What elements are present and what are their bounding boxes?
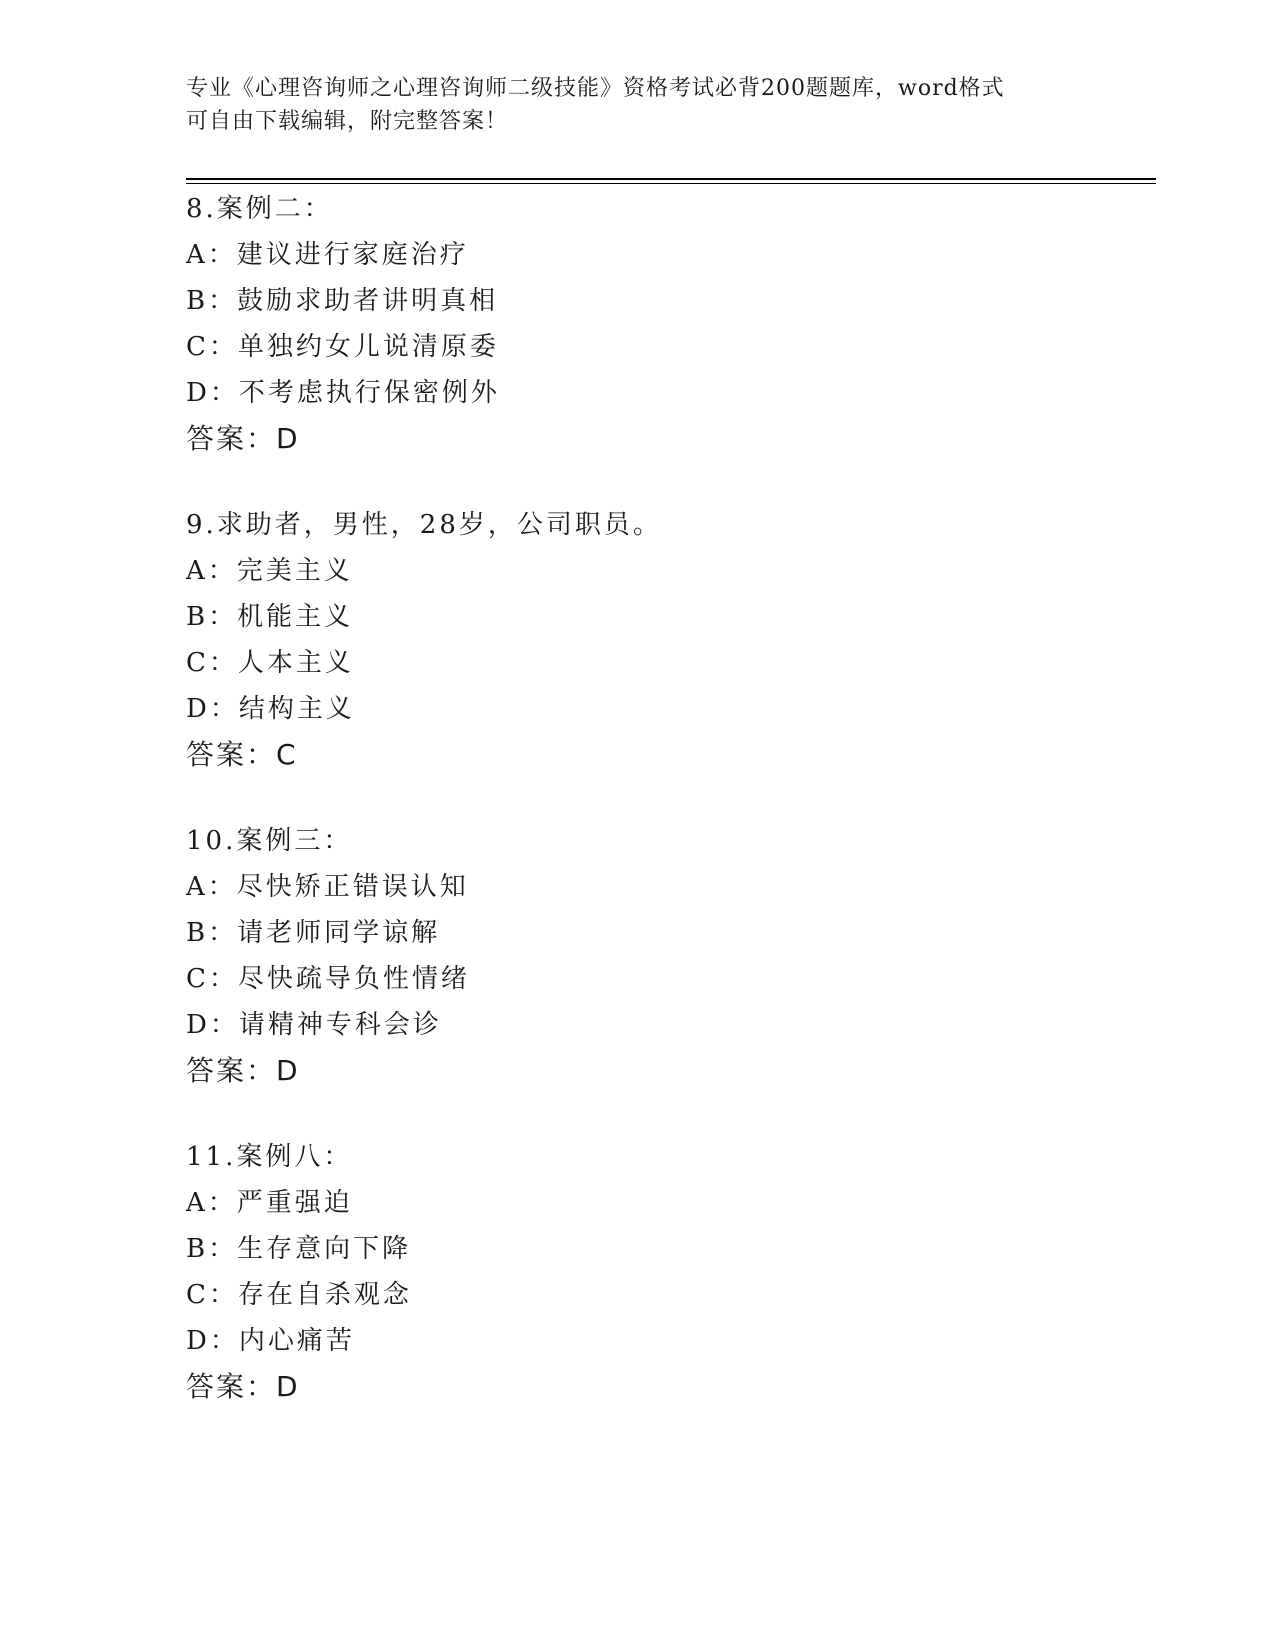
question-9 <box>186 502 986 778</box>
question-10 <box>186 818 986 1094</box>
header-line-1: 专业《心理咨询师之心理咨询师二级技能》资格考试必背200题题库，word格式 <box>186 76 1005 101</box>
question-11 <box>186 1134 986 1410</box>
option-a: A：完美主义 <box>186 556 353 586</box>
option-a: A：建议进行家庭治疗 <box>186 240 469 270</box>
document-header <box>186 72 1086 138</box>
question-stem: 8.案例二： <box>186 194 333 224</box>
option-d: D：不考虑执行保密例外 <box>186 378 500 408</box>
header-divider-bottom <box>186 183 1156 184</box>
option-d: D：内心痛苦 <box>186 1326 355 1356</box>
answer-line: 答案：D <box>186 422 300 455</box>
answer-line: 答案：D <box>186 1054 300 1087</box>
header-divider-top <box>186 178 1156 180</box>
question-stem: 10.案例三： <box>186 826 353 856</box>
answer-line: 答案：D <box>186 1370 300 1403</box>
option-a: A：尽快矫正错误认知 <box>186 872 469 902</box>
option-a: A：严重强迫 <box>186 1188 353 1218</box>
option-d: D：请精神专科会诊 <box>186 1010 442 1040</box>
option-b: B：鼓励求助者讲明真相 <box>186 286 499 316</box>
option-d: D：结构主义 <box>186 694 355 724</box>
option-c: C：单独约女儿说清原委 <box>186 332 499 362</box>
option-b: B：生存意向下降 <box>186 1234 412 1264</box>
option-c: C：尽快疏导负性情绪 <box>186 964 470 994</box>
option-b: B：请老师同学谅解 <box>186 918 441 948</box>
header-line-2: 可自由下载编辑，附完整答案！ <box>186 109 509 134</box>
answer-line: 答案：C <box>186 738 298 771</box>
question-stem: 9.求助者，男性，28岁，公司职员。 <box>186 510 662 540</box>
question-8 <box>186 186 986 462</box>
option-c: C：存在自杀观念 <box>186 1280 412 1310</box>
option-c: C：人本主义 <box>186 648 354 678</box>
option-b: B：机能主义 <box>186 602 354 632</box>
question-stem: 11.案例八： <box>186 1142 353 1172</box>
